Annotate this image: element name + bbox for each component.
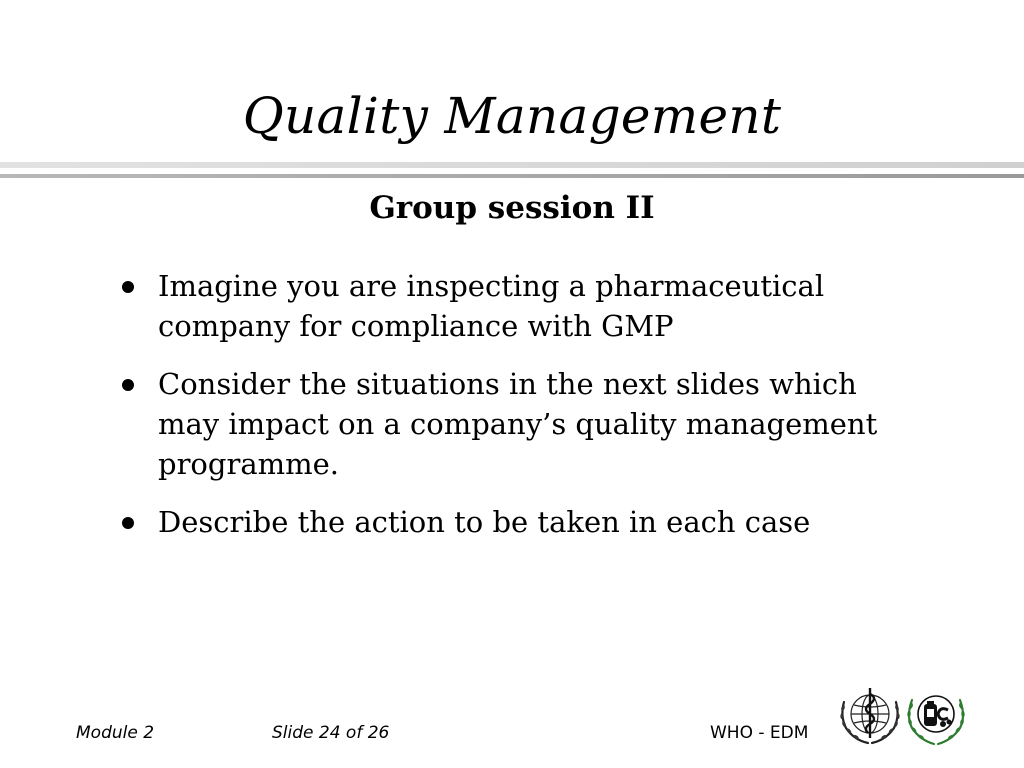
- slide-title: Quality Management: [242, 87, 782, 145]
- bullet-item: [118, 364, 918, 484]
- bullet-list: [118, 266, 918, 560]
- bullet-text: Consider the situations in the next slides which may impact on a company’s quality management programme.: [158, 367, 878, 481]
- title-divider-bottom: [0, 174, 1024, 178]
- bullet-dot-icon: [122, 379, 134, 391]
- slide-subtitle: Group session II: [369, 190, 655, 226]
- bullet-dot-icon: [122, 517, 134, 529]
- footer-module: Module 2: [76, 723, 155, 743]
- title-divider-top: [0, 162, 1024, 168]
- bullet-item: [118, 502, 918, 542]
- bullet-item: [118, 266, 918, 346]
- footer-organization: WHO - EDM: [710, 723, 809, 743]
- bullet-text: Imagine you are inspecting a pharmaceutical company for compliance with GMP: [158, 269, 825, 343]
- bullet-text: Describe the action to be taken in each case: [158, 505, 811, 539]
- who-emblem-icon: [834, 680, 906, 752]
- footer-slide-number: Slide 24 of 26: [272, 723, 390, 743]
- bullet-dot-icon: [122, 281, 134, 293]
- edm-emblem-icon: [900, 680, 972, 752]
